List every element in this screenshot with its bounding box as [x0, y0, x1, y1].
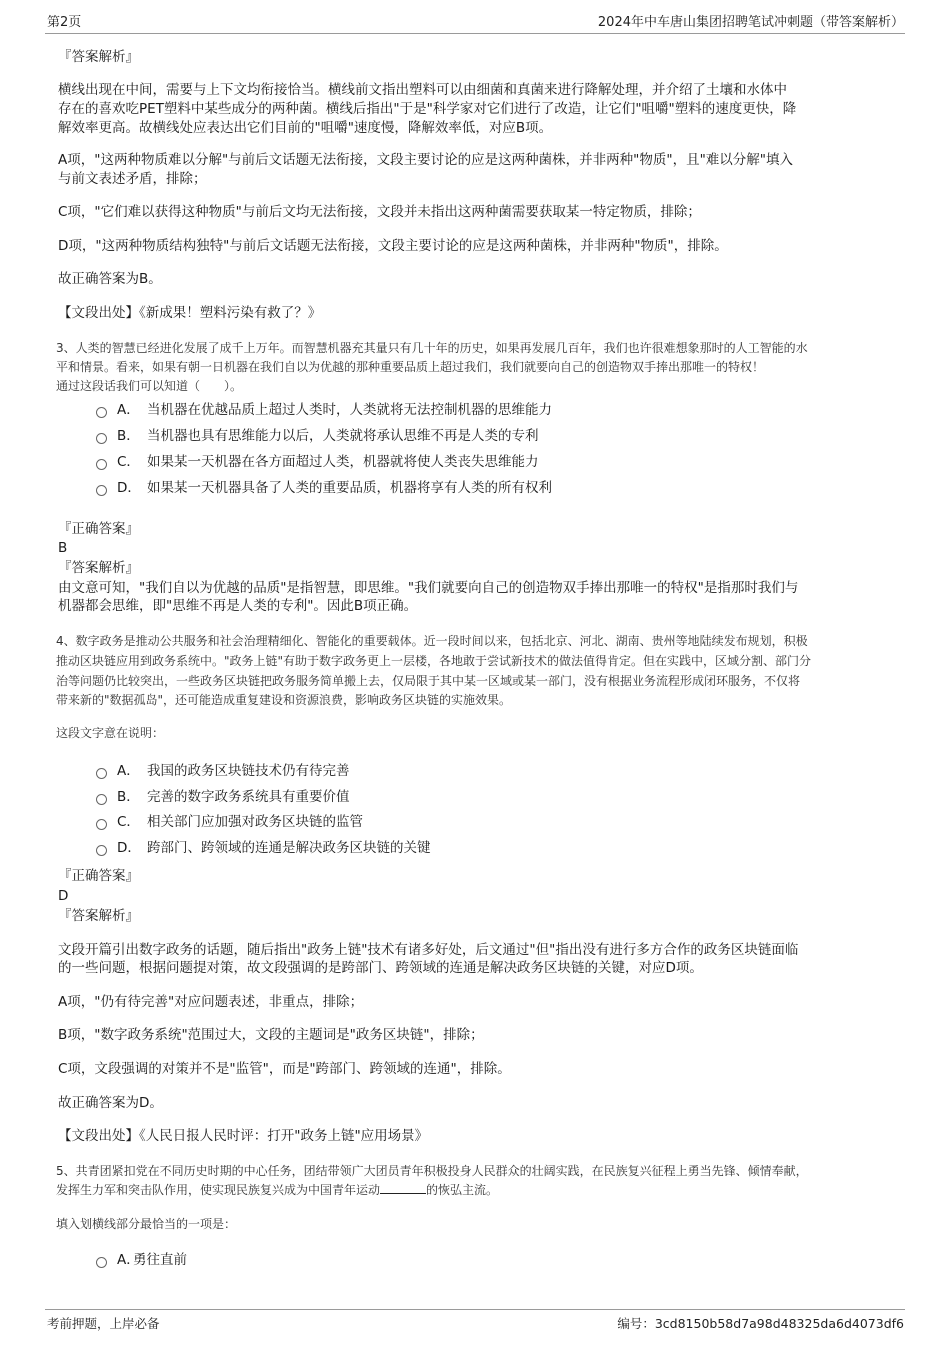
q2-option-d-line: D项，"这两种物质结构独特"与前后文话题无法衔接，文段主要讨论的应是这两种菌株，并非两种"物质"，排除。 [58, 238, 728, 254]
q4-analysis-line-2: 的一些问题，根据问题提对策，故文段强调的是跨部门、跨领域的连通是解决政务区块链的关键，对应D项。 [58, 960, 703, 976]
q3-correct-heading: 『正确答案』 [58, 521, 139, 537]
header-divider [45, 33, 905, 34]
radio-icon[interactable] [96, 1257, 107, 1268]
q2-option-c-line: C项，"它们难以获得这种物质"与前后文均无法衔接，文段并未指出这两种菌需要获取某一特定物质，排除； [58, 204, 701, 220]
q3-option-a[interactable]: A． 当机器在优越品质上超过人类时，人类就将无法控制机器的思维能力 [96, 400, 552, 420]
radio-icon[interactable] [96, 433, 107, 444]
q4-option-a-line: A项，"仍有待完善"对应问题表述，非重点，排除； [58, 994, 364, 1010]
footer-slogan: 考前押题，上岸必备 [47, 1316, 160, 1331]
q3-correct-answer: B [58, 540, 68, 556]
q3-option-b[interactable]: B． 当机器也具有思维能力以后，人类就将承认思维不再是人类的专利 [96, 426, 539, 446]
page-number: 第2页 [47, 15, 82, 30]
q2-analysis-line-1: 横线出现在中间，需要与上下文均衔接恰当。横线前文指出塑料可以由细菌和真菌来进行降解处理，并介绍了土壤和水体中 [58, 82, 787, 98]
q5-stem-line-2: 发挥生力军和突击队作用，使实现民族复兴成为中国青年运动 的恢弘主流。 [56, 1183, 499, 1197]
q3-analysis-line-2: 机器都会思维，即"思维不再是人类的专利"。因此B项正确。 [58, 598, 418, 614]
q2-analysis-line-3: 解效率更高。故横线处应表达出它们目前的"咀嚼"速度慢，降解效率低，对应B项。 [58, 120, 553, 136]
q4-option-d[interactable]: D． 跨部门、跨领域的连通是解决政务区块链的关键 [96, 838, 431, 858]
q2-option-a-line-2: 与前文表述矛盾，排除； [58, 171, 207, 187]
q4-source: 【文段出处】《人民日报人民时评：打开"政务上链"应用场景》 [58, 1128, 429, 1144]
radio-icon[interactable] [96, 485, 107, 496]
q4-option-b[interactable]: B． 完善的数字政务系统具有重要价值 [96, 787, 350, 807]
q5-stem-line-1: 5、共青团紧扣党在不同历史时期的中心任务，团结带领广大团员青年积极投身人民群众的壮阔实践，在民族复兴征程上勇当先锋、倾情奉献， [56, 1164, 808, 1178]
q4-option-c[interactable]: C． 相关部门应加强对政务区块链的监管 [96, 812, 363, 832]
q3-stem-line-3: 通过这段话我们可以知道（ ）。 [56, 379, 243, 393]
footer-divider [45, 1309, 905, 1310]
q4-correct-heading: 『正确答案』 [58, 868, 139, 884]
q4-correct-answer: D [58, 888, 69, 904]
q3-stem-line-1: 3、人类的智慧已经进化发展了成千上万年。而智慧机器充其量只有几十年的历史，如果再发展几百年，我们也许很难想象那时的人工智能的水 [56, 341, 808, 355]
radio-icon[interactable] [96, 768, 107, 779]
document-title: 2024年中车唐山集团招聘笔试冲刺题（带答案解析） [597, 15, 904, 30]
q3-analysis-line-1: 由文意可知，"我们自以为优越的品质"是指智慧，即思维。"我们就要向自己的创造物双手捧出那唯一的特权"是指那时我们与 [58, 580, 799, 596]
radio-icon[interactable] [96, 407, 107, 418]
q3-stem-line-2: 平和情景。看来，如果有朝一日机器在我们自以为优越的那种重要品质上超过我们，我们就要向自己的创造物双手捧出那唯一的特权！ [56, 360, 765, 374]
q3-option-d[interactable]: D． 如果某一天机器具备了人类的重要品质，机器将享有人类的所有权利 [96, 478, 552, 498]
q2-analysis-line-2: 存在的喜欢吃PET塑料中某些成分的两种菌。横线后指出"于是"科学家对它们进行了改造，让它们"咀嚼"塑料的速度更快，降 [58, 101, 797, 117]
q4-stem-line-3: 治等问题仍比较突出，一些政务区块链把政务服务简单搬上去，仅局限于其中某一区域或某一部门，没有根据业务流程形成闭环服务，不仅将 [56, 674, 801, 688]
radio-icon[interactable] [96, 845, 107, 856]
radio-icon[interactable] [96, 794, 107, 805]
q3-option-c[interactable]: C． 如果某一天机器在各方面超过人类，机器就将使人类丧失思维能力 [96, 452, 539, 472]
q4-analysis-line-1: 文段开篇引出数字政务的话题，随后指出"政务上链"技术有诸多好处，后文通过"但"指出没有进行多方合作的政务区块链面临 [58, 942, 799, 958]
q4-stem-line-1: 4、数字政务是推动公共服务和社会治理精细化、智能化的重要载体。近一段时间以来，包括北京、河北、湖南、贵州等地陆续发布规划，积极 [56, 634, 808, 648]
q2-source: 【文段出处】《新成果！塑料污染有救了？》 [58, 305, 322, 321]
q5-question: 填入划横线部分最恰当的一项是： [56, 1217, 237, 1231]
q4-option-c-line: C项，文段强调的对策并不是"监管"，而是"跨部门、跨领域的连通"，排除。 [58, 1061, 511, 1077]
q4-conclusion: 故正确答案为D。 [58, 1095, 163, 1111]
q4-analysis-heading: 『答案解析』 [58, 908, 139, 924]
q4-stem-line-2: 推动区块链应用到政务系统中。"政务上链"有助于数字政务更上一层楼，各地敢于尝试新技术的做法值得肯定。但在实践中，区域分割、部门分 [56, 654, 812, 668]
fill-blank [380, 1181, 426, 1194]
q4-option-a[interactable]: A． 我国的政务区块链技术仍有待完善 [96, 761, 350, 781]
footer-code: 编号：3cd8150b58d7a98d48325da6d4073df6 [617, 1316, 904, 1331]
q2-option-a-line-1: A项，"这两种物质难以分解"与前后文话题无法衔接，文段主要讨论的应是这两种菌株，并非两种"物质"，且"难以分解"填入 [58, 152, 793, 168]
q4-question: 这段文字意在说明： [56, 726, 165, 740]
radio-icon[interactable] [96, 459, 107, 470]
q2-analysis-heading: 『答案解析』 [58, 49, 139, 65]
q3-analysis-heading: 『答案解析』 [58, 560, 139, 576]
radio-icon[interactable] [96, 819, 107, 830]
q4-stem-line-4: 带来新的"数据孤岛"，还可能造成重复建设和资源浪费，影响政务区块链的实施效果。 [56, 693, 512, 707]
q2-conclusion: 故正确答案为B。 [58, 271, 162, 287]
q5-option-a[interactable]: A．勇往直前 [96, 1250, 187, 1270]
q4-option-b-line: B项，"数字政务系统"范围过大，文段的主题词是"政务区块链"，排除； [58, 1027, 484, 1043]
